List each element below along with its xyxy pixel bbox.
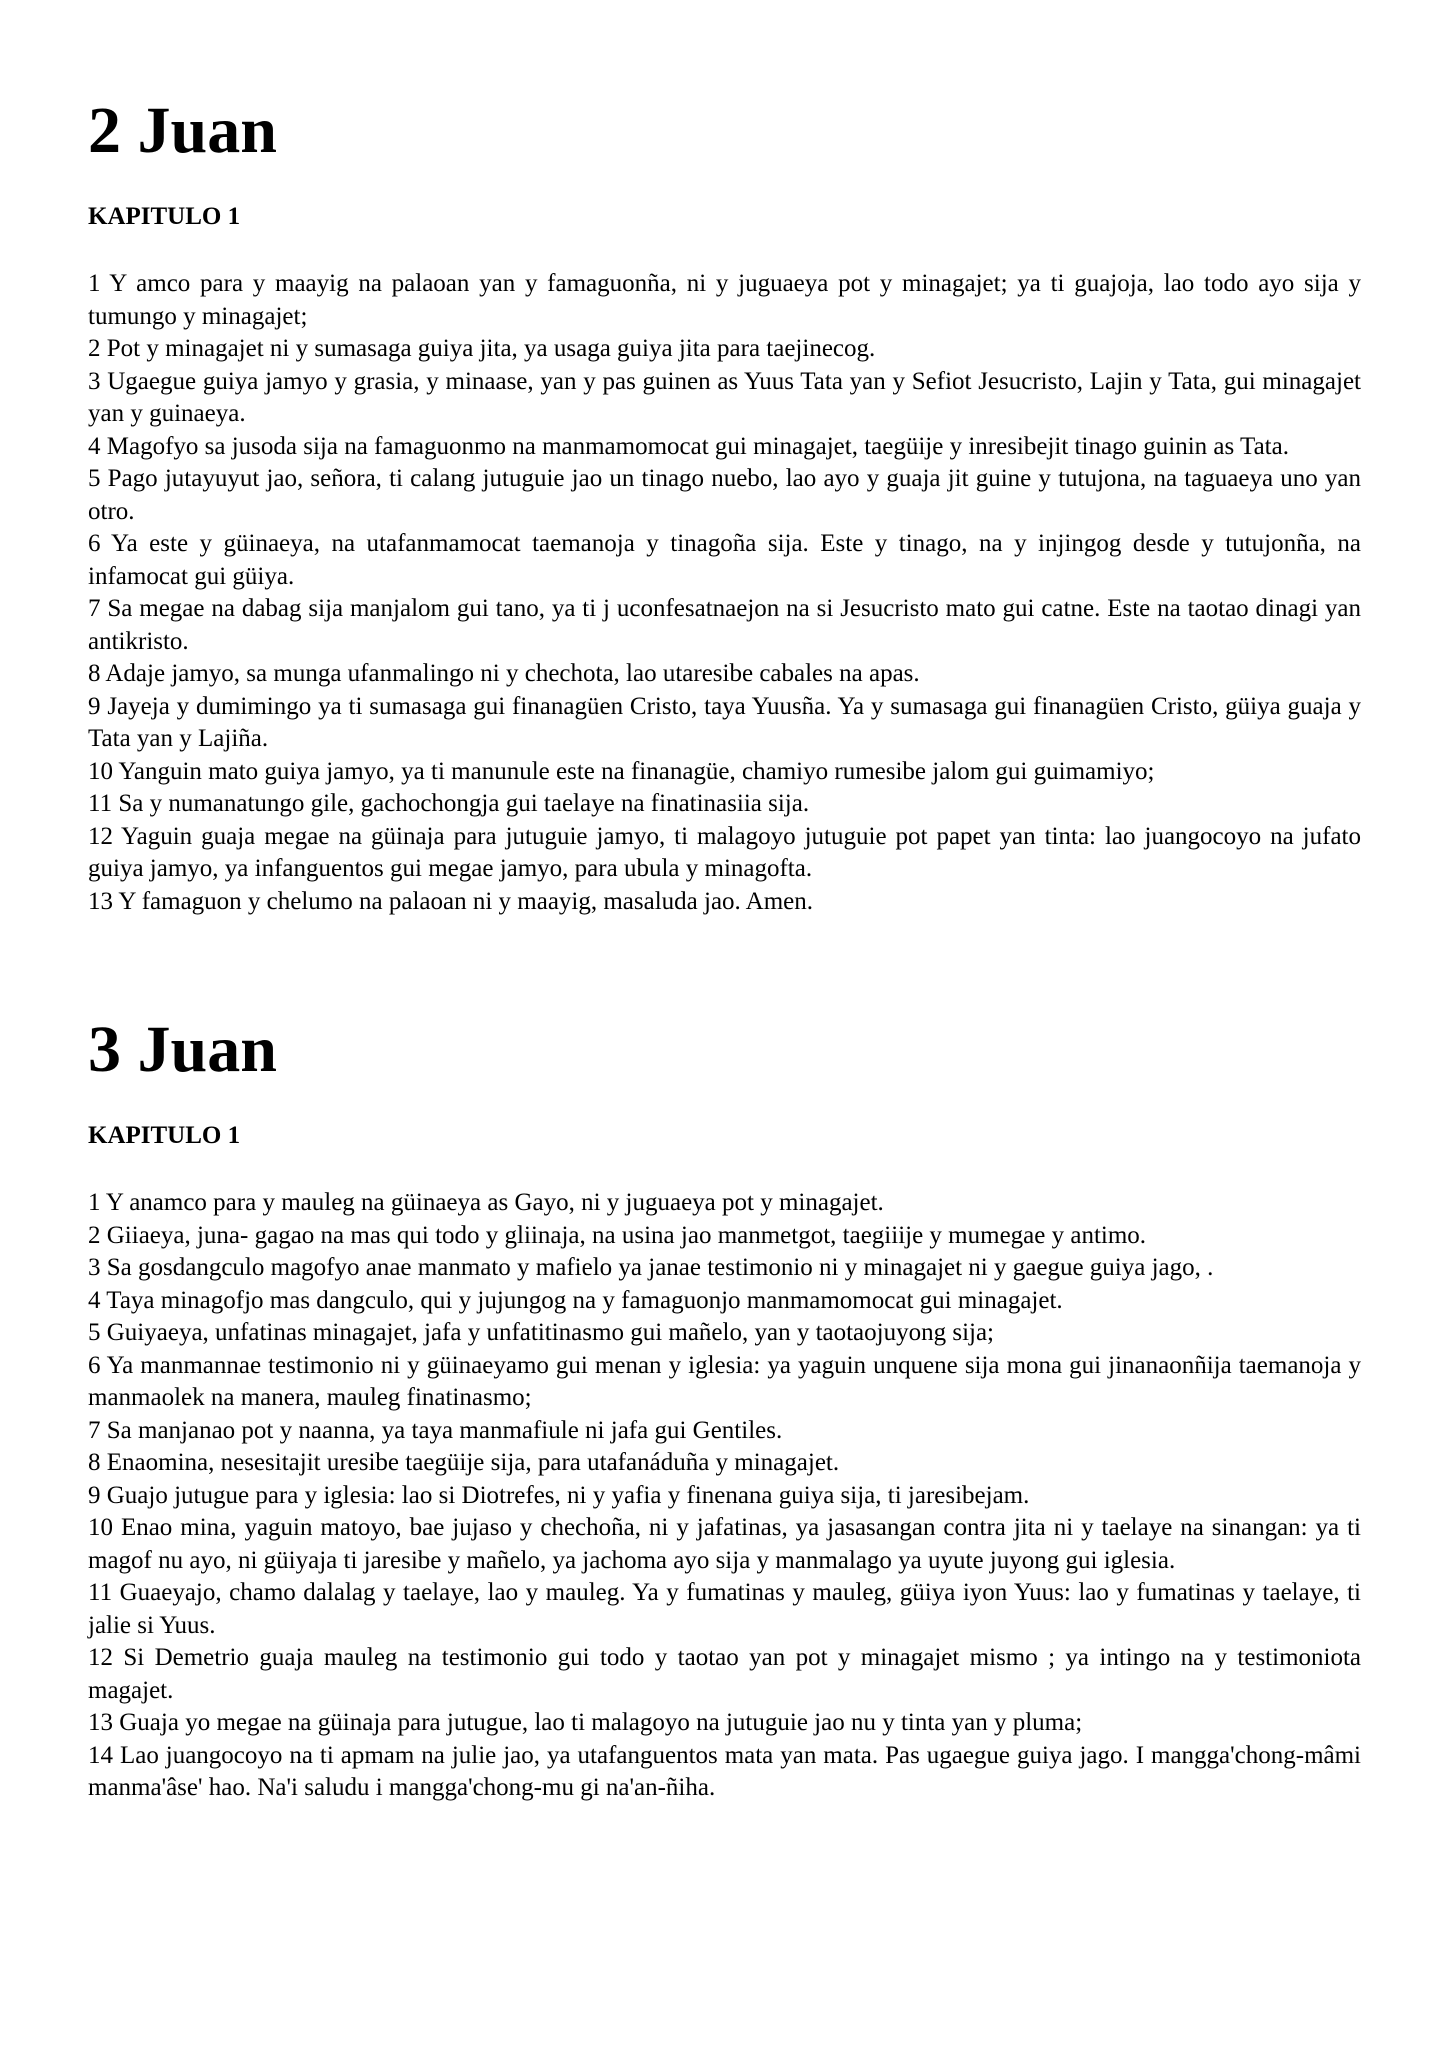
verse: 3 Sa gosdangculo magofyo anae manmato y mafielo ya janae testimonio ni y minagajet ni y gaegue guiya jago, . — [88, 1254, 1214, 1281]
verse: 5 Pago jutayuyut jao, señora, ti calang jutuguie jao un tinago nuebo, lao ayo y guaja jit guine y tutujona, na taguaeya uno yan otro. — [88, 465, 1361, 525]
verse: 4 Magofyo sa jusoda sija na famaguonmo na manmamomocat gui minagajet, taegüije y inresibejit tinago guinin as Tata. — [88, 432, 1289, 460]
verse: 11 Sa y numanatungo gile, gachochongja gui taelaye na finatinasiia sija. — [88, 790, 810, 817]
chapter-heading: KAPITULO 1 — [88, 1122, 241, 1149]
book-3-juan — [88, 1007, 1361, 1805]
verse: 11 Guaeyajo, chamo dalalag y taelaye, lao y mauleg. Ya y fumatinas y mauleg, güiya iyon Yuus: lao y fumatinas y taelaye, ti jalie si Yuus. — [88, 1579, 1361, 1639]
verse: 9 Guajo jutugue para y iglesia: lao si Diotrefes, ni y yafia y finenana guiya sija, ti jaresibejam. — [88, 1481, 1030, 1509]
book-title: 3 Juan — [88, 1013, 277, 1086]
verse: 10 Yanguin mato guiya jamyo, ya ti manunule este na finanagüe, chamiyo rumesibe jalom gui guimamiyo; — [88, 757, 1155, 785]
verse: 4 Taya minagofjo mas dangculo, qui y jujungog na y famaguonjo manmamomocat gui minagajet. — [88, 1286, 1063, 1314]
verse: 7 Sa manjanao pot y naanna, ya taya manmafiule ni jafa gui Gentiles. — [88, 1416, 783, 1444]
verse: 6 Ya manmannae testimonio ni y güinaeyamo gui menan y iglesia: ya yaguin unquene sija mona gui jinanaonñija taemanoja y manmaolek na manera, mauleg finatinasmo; — [88, 1351, 1361, 1411]
verse-list — [88, 1187, 1361, 1805]
verse: 1 Y amco para y maayig na palaoan yan y famaguonña, ni y juguaeya pot y minagajet; ya ti guajoja, lao todo ayo sija y tumungo y minagajet; — [88, 270, 1361, 330]
verse: 9 Jayeja y dumimingo ya ti sumasaga gui finanagüen Cristo, taya Yuusña. Ya y sumasaga gui finanagüen Cristo, güiya guaja y Tata yan y Lajiña. — [88, 692, 1361, 752]
verse: 13 Guaja yo megae na güinaja para jutugue, lao ti malagoyo na jutuguie jao nu y tinta yan y pluma; — [88, 1709, 1083, 1736]
verse: 12 Yaguin guaja megae na güinaja para jutuguie jamyo, ti malagoyo jutuguie pot papet yan tinta: lao juangocoyo na jufato guiya jamyo, ya infanguentos gui megae jamyo, para ubula y minagofta. — [88, 822, 1361, 882]
verse: 12 Si Demetrio guaja mauleg na testimonio gui todo y taotao yan pot y minagajet mismo ; ya intingo na y testimoniota magajet. — [88, 1644, 1361, 1704]
verse: 2 Pot y minagajet ni y sumasaga guiya jita, ya usaga guiya jita para taejinecog. — [88, 335, 876, 362]
verse: 2 Giiaeya, juna- gagao na mas qui todo y gliinaja, na usina jao manmetgot, taegiiije y mumegae y antimo. — [88, 1221, 1147, 1249]
verse: 8 Enaomina, nesesitajit uresibe taegüije sija, para utafanáduña y minagajet. — [88, 1449, 840, 1476]
verse: 14 Lao juangocoyo na ti apmam na julie jao, ya utafanguentos mata yan mata. Pas ugaegue guiya jago. I mangga'chong-mâmi manma'âse' hao. Na'i saludu i mangga'chong-mu gi na'an-ñiha. — [88, 1741, 1361, 1801]
verse: 1 Y anamco para y mauleg na güinaeya as Gayo, ni y juguaeya pot y minagajet. — [88, 1189, 884, 1216]
verse: 10 Enao mina, yaguin matoyo, bae jujaso y chechoña, ni y jafatinas, ya jasasangan contra jita ni y taelaye na sinangan: ya ti magof nu ayo, ni güiyaja ti jaresibe y mañelo, ya jachoma ayo sija y manmalago ya uyute juyong gui iglesia. — [88, 1514, 1361, 1574]
verse: 13 Y famaguon y chelumo na palaoan ni y maayig, masaluda jao. Amen. — [88, 887, 814, 915]
book-2-juan — [88, 88, 1361, 918]
verse: 6 Ya este y güinaeya, na utafanmamocat taemanoja y tinagoña sija. Este y tinago, na y injingog desde y tutujonña, na infamocat gui güiya. — [88, 530, 1361, 590]
verse: 3 Ugaegue guiya jamyo y grasia, y minaase, yan y pas guinen as Yuus Tata yan y Sefiot Jesucristo, Lajin y Tata, gui minagajet yan y guinaeya. — [88, 367, 1361, 427]
verse: 7 Sa megae na dabag sija manjalom gui tano, ya ti j uconfesatnaejon na si Jesucristo mato gui catne. Este na taotao dinagi yan antikristo. — [88, 595, 1361, 655]
verse: 8 Adaje jamyo, sa munga ufanmalingo ni y chechota, lao utaresibe cabales na apas. — [88, 660, 920, 687]
book-title: 2 Juan — [88, 94, 277, 167]
verse-list — [88, 268, 1361, 918]
verse: 5 Guiyaeya, unfatinas minagajet, jafa y unfatitinasmo gui mañelo, yan y taotaojuyong sija; — [88, 1319, 995, 1346]
chapter-heading: KAPITULO 1 — [88, 203, 241, 230]
